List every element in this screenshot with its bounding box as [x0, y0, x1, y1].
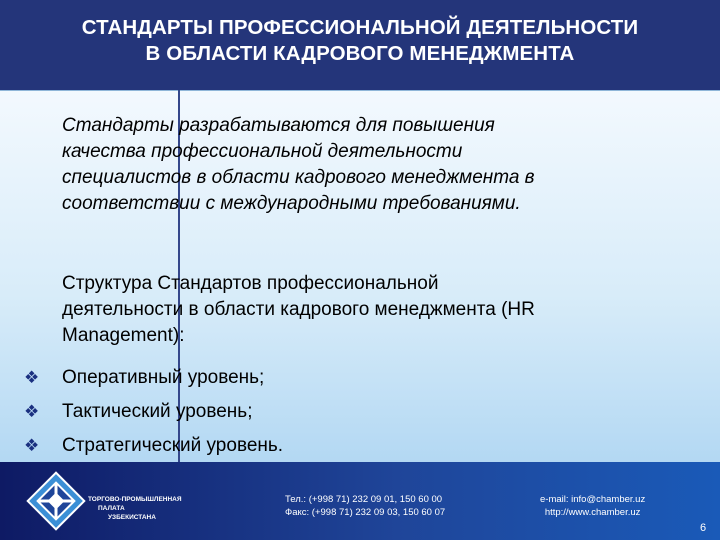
- email-link[interactable]: e-mail: info@chamber.uz: [540, 494, 646, 505]
- list-item: [24, 361, 283, 395]
- intro-line-3: специалистов в области кадрового менеджмента в: [62, 167, 535, 188]
- list-item: [24, 429, 283, 463]
- chamber-emblem-icon: [26, 470, 86, 532]
- intro-line-2: качества профессиональной деятельности: [62, 141, 463, 162]
- structure-line-2: деятельности в области кадрового менеджмента (HR: [62, 299, 535, 320]
- slide-header: [0, 0, 720, 90]
- divider-top: [0, 90, 720, 91]
- structure-line-1: Структура Стандартов профессиональной: [62, 273, 439, 294]
- level-tactical: Тактический уровень;: [62, 401, 253, 422]
- diamond-bullet-icon: ❖: [24, 436, 40, 455]
- level-strategic: Стратегический уровень.: [62, 435, 284, 456]
- diamond-bullet-icon: ❖: [24, 368, 40, 387]
- chamber-name: ТОРГОВО-ПРОМЫШЛЕННАЯ ПАЛАТА УЗБЕКИСТАНА: [88, 496, 182, 521]
- online-contacts: [540, 493, 645, 519]
- diamond-bullet-icon: ❖: [24, 402, 40, 421]
- slide-title-line-1: СТАНДАРТЫ ПРОФЕССИОНАЛЬНОЙ ДЕЯТЕЛЬНОСТИ: [81, 16, 639, 39]
- intro-line-4: соответствии с международными требованиями.: [62, 193, 521, 214]
- phone-number: Тел.: (+998 71) 232 09 01, 150 60 00: [285, 494, 443, 505]
- page-number: 6: [700, 522, 707, 534]
- website-link[interactable]: http://www.chamber.uz: [544, 507, 641, 518]
- intro-paragraph: [62, 113, 702, 217]
- intro-line-1: Стандарты разрабатываются для повышения: [62, 115, 495, 136]
- levels-list: [24, 361, 283, 463]
- fax-number: Факс: (+998 71) 232 09 03, 150 60 07: [285, 507, 446, 518]
- list-item: [24, 395, 283, 429]
- slide-title-line-2: В ОБЛАСТИ КАДРОВОГО МЕНЕДЖМЕНТА: [145, 42, 575, 65]
- structure-paragraph: [62, 271, 702, 349]
- structure-line-3: Management):: [62, 325, 185, 346]
- phone-fax-info: [285, 493, 445, 519]
- level-operational: Оперативный уровень;: [62, 367, 265, 388]
